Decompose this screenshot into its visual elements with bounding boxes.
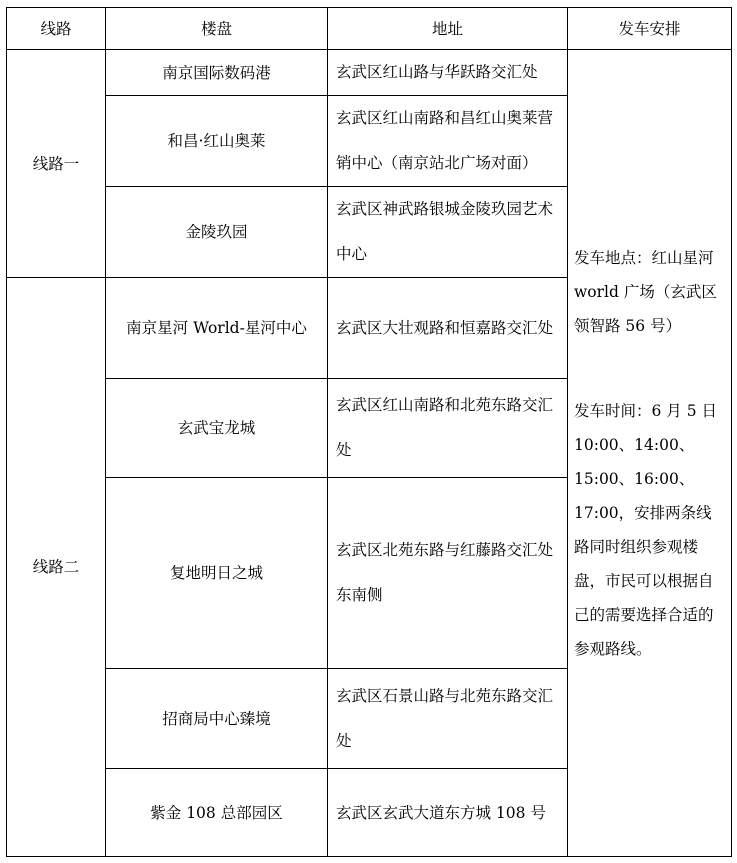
project-name: 紫金 108 总部园区 [106, 769, 328, 857]
schedule-time: 发车时间：6 月 5 日 10:00、14:00、15:00、16:00、17:00，安排两条线路同时组织参观楼盘，市民可以根据自己的需要选择合适的参观路线。 [574, 401, 718, 658]
project-address: 玄武区神武路银城金陵玖园艺术中心 [328, 187, 568, 278]
project-address: 玄武区北苑东路与红藤路交汇处东南侧 [328, 478, 568, 669]
project-name: 复地明日之城 [106, 478, 328, 669]
project-address: 玄武区红山路与华跃路交汇处 [328, 50, 568, 96]
project-address: 玄武区玄武大道东方城 108 号 [328, 769, 568, 857]
header-row [7, 8, 732, 50]
project-name: 南京星河 World-星河中心 [106, 278, 328, 379]
project-name: 玄武宝龙城 [106, 379, 328, 478]
header-route: 线路 [7, 8, 106, 50]
header-address: 地址 [328, 8, 568, 50]
route-name: 线路一 [7, 50, 106, 278]
table-row [7, 50, 732, 96]
project-address: 玄武区石景山路与北苑东路交汇处 [328, 669, 568, 769]
project-address: 玄武区大壮观路和恒嘉路交汇处 [328, 278, 568, 379]
route-name: 线路二 [7, 278, 106, 857]
header-project: 楼盘 [106, 8, 328, 50]
project-address: 玄武区红山南路和北苑东路交汇处 [328, 379, 568, 478]
project-address: 玄武区红山南路和昌红山奥莱营销中心（南京站北广场对面） [328, 96, 568, 187]
project-name: 和昌·红山奥莱 [106, 96, 328, 187]
header-schedule: 发车安排 [568, 8, 732, 50]
project-name: 招商局中心臻境 [106, 669, 328, 769]
schedule-cell [568, 50, 732, 857]
project-name: 南京国际数码港 [106, 50, 328, 96]
route-table [6, 7, 732, 857]
project-name: 金陵玖园 [106, 187, 328, 278]
schedule-location: 发车地点：红山星河 world 广场（玄武区领智路 56 号） [574, 248, 717, 335]
